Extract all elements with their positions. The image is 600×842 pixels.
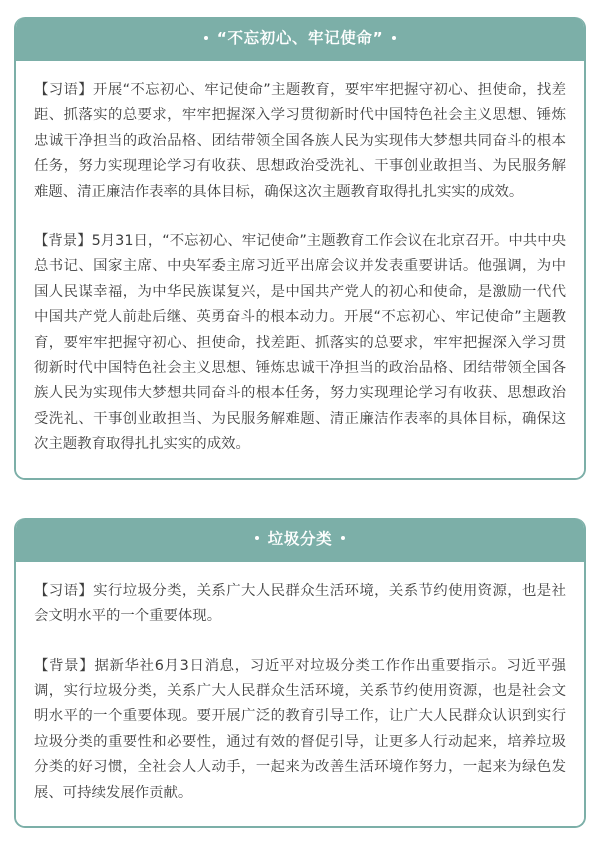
card-header xyxy=(14,17,586,61)
paragraph-beijing: 【背景】5月31日，“不忘初心、牢记使命”主题教育工作会议在北京召开。中共中央总书记、国家主席、中央军委主席习近平出席会议并发表重要讲话。他强调，为中国人民谋幸福，为中华民族谋复兴，是中国共产党人的初心和使命，是激励一代代中国共产党人前赴后继、英勇奋斗的根本动力。开展“不忘初心、牢记使命”主题教育，要牢牢把握守初心、担使命，找差距、抓落实的总要求，牢牢把握深入学习贯彻新时代中国特色社会主义思想、锤炼忠诚干净担当的政治品格、团结带领全国各族人民为实现伟大梦想共同奋斗的根本任务，努力实现理论学习有收获、思想政治受洗礼、干事创业敢担当、为民服务解难题、清正廉洁作表率的具体目标，确保这次主题教育取得扎扎实实的成效。 xyxy=(34,233,566,453)
paragraph-xiyu: 【习语】开展“不忘初心、牢记使命”主题教育，要牢牢把握守初心、担使命，找差距、抓落实的总要求，牢牢把握深入学习贯彻新时代中国特色社会主义思想、锤炼忠诚干净担当的政治品格、团结带领全国各族人民为实现伟大梦想共同奋斗的根本任务，努力实现理论学习有收获、思想政治受洗礼、干事创业敢担当、为民服务解难题、清正廉洁作表率的具体目标，确保这次主题教育取得扎扎实实的成效。 xyxy=(34,82,566,200)
paragraph-xiyu: 【习语】实行垃圾分类，关系广大人民群众生活环境，关系节约使用资源，也是社会文明水平的一个重要体现。 xyxy=(34,582,566,625)
card-title-text: 垃圾分类 xyxy=(267,529,333,548)
article-card xyxy=(14,518,586,828)
card-title-text: “不忘初心、牢记使命” xyxy=(216,29,384,48)
bullet-dot-right-icon xyxy=(392,36,396,40)
bullet-dot-left-icon xyxy=(204,36,208,40)
card-title-wrapper xyxy=(204,31,396,47)
bullet-dot-left-icon xyxy=(255,536,259,540)
paragraph-beijing: 【背景】据新华社6月3日消息，习近平对垃圾分类工作作出重要指示。习近平强调，实行垃圾分类，关系广大人民群众生活环境，关系节约使用资源，也是社会文明水平的一个重要体现。要开展广泛的教育引导工作，让广大人民群众认识到实行垃圾分类的重要性和必要性，通过有效的督促引导，让更多人行动起来，培养垃圾分类的好习惯，全社会人人动手，一起来为改善生活环境作努力，一起来为绿色发展、可持续发展作贡献。 xyxy=(34,657,566,801)
card-body xyxy=(16,61,584,478)
card-header xyxy=(14,518,586,562)
card-title-wrapper xyxy=(255,529,345,548)
card-body xyxy=(16,562,584,826)
article-card xyxy=(14,17,586,480)
bullet-dot-right-icon xyxy=(341,536,345,540)
